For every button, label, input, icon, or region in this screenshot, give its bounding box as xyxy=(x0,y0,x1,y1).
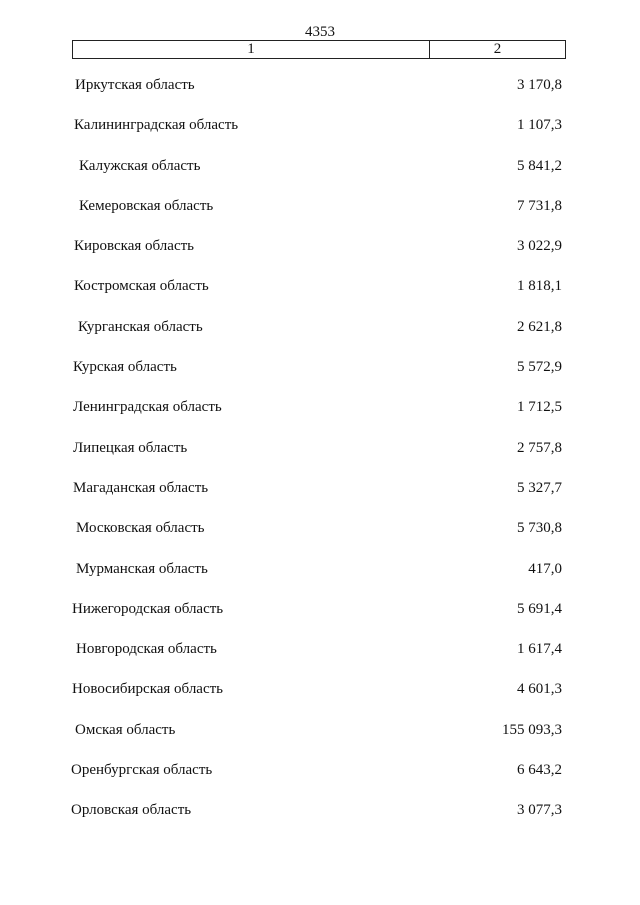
region-value: 3 022,9 xyxy=(517,238,562,255)
region-value: 2 621,8 xyxy=(517,318,562,335)
region-name: Кировская область xyxy=(74,238,195,255)
region-value: 1 617,4 xyxy=(517,641,562,658)
table-row xyxy=(0,278,640,318)
region-table-body xyxy=(0,77,640,843)
region-name: Омская область xyxy=(75,721,176,738)
region-value: 2 757,8 xyxy=(517,439,562,456)
table-row xyxy=(0,480,640,520)
page-number: 4353 xyxy=(305,24,335,40)
region-value: 1 818,1 xyxy=(517,278,562,295)
table-row xyxy=(0,561,640,601)
region-value: 3 170,8 xyxy=(517,77,562,93)
region-value: 5 572,9 xyxy=(517,359,562,376)
table-row xyxy=(0,601,640,641)
region-value: 5 730,8 xyxy=(517,520,562,537)
column-header-1: 1 xyxy=(73,41,430,58)
table-row xyxy=(0,762,640,802)
region-value: 6 643,2 xyxy=(517,762,562,779)
region-name: Ленинградская область xyxy=(73,399,222,416)
region-name: Магаданская область xyxy=(73,479,209,496)
table-row xyxy=(0,238,640,278)
region-name: Нижегородская область xyxy=(72,600,224,617)
table-row xyxy=(0,681,640,721)
table-row xyxy=(0,359,640,399)
table-row xyxy=(0,802,640,842)
region-name: Липецкая область xyxy=(73,439,188,456)
table-row xyxy=(0,117,640,157)
region-name: Иркутская область xyxy=(75,77,195,93)
column-header-2: 2 xyxy=(493,41,502,57)
table-row xyxy=(0,77,640,117)
region-value: 417,0 xyxy=(528,560,562,577)
region-name: Курганская область xyxy=(78,318,203,335)
region-name: Мурманская область xyxy=(76,560,208,577)
table-row xyxy=(0,722,640,762)
region-name: Московская область xyxy=(76,520,205,537)
region-name: Кемеровская область xyxy=(79,197,214,214)
table-row xyxy=(0,158,640,198)
region-value: 5 327,7 xyxy=(517,479,562,496)
table-row xyxy=(0,440,640,480)
region-value: 4 601,3 xyxy=(517,681,562,698)
region-value: 5 841,2 xyxy=(517,157,562,174)
table-row xyxy=(0,641,640,681)
table-row xyxy=(0,399,640,439)
region-name: Курская область xyxy=(73,359,177,376)
region-name: Новгородская область xyxy=(76,641,217,658)
table-row xyxy=(0,520,640,560)
table-header xyxy=(72,40,566,59)
region-name: Оренбургская область xyxy=(71,762,213,779)
region-value: 155 093,3 xyxy=(502,721,562,738)
region-name: Калужская область xyxy=(79,157,201,174)
region-value: 1 107,3 xyxy=(517,117,562,134)
table-row xyxy=(0,198,640,238)
region-value: 7 731,8 xyxy=(517,197,562,214)
region-name: Калининградская область xyxy=(74,117,239,134)
region-name: Орловская область xyxy=(71,802,192,819)
region-value: 5 691,4 xyxy=(517,600,562,617)
table-row xyxy=(0,319,640,359)
region-value: 3 077,3 xyxy=(517,802,562,819)
region-name: Костромская область xyxy=(74,278,209,295)
region-value: 1 712,5 xyxy=(517,399,562,416)
region-name: Новосибирская область xyxy=(72,681,224,698)
